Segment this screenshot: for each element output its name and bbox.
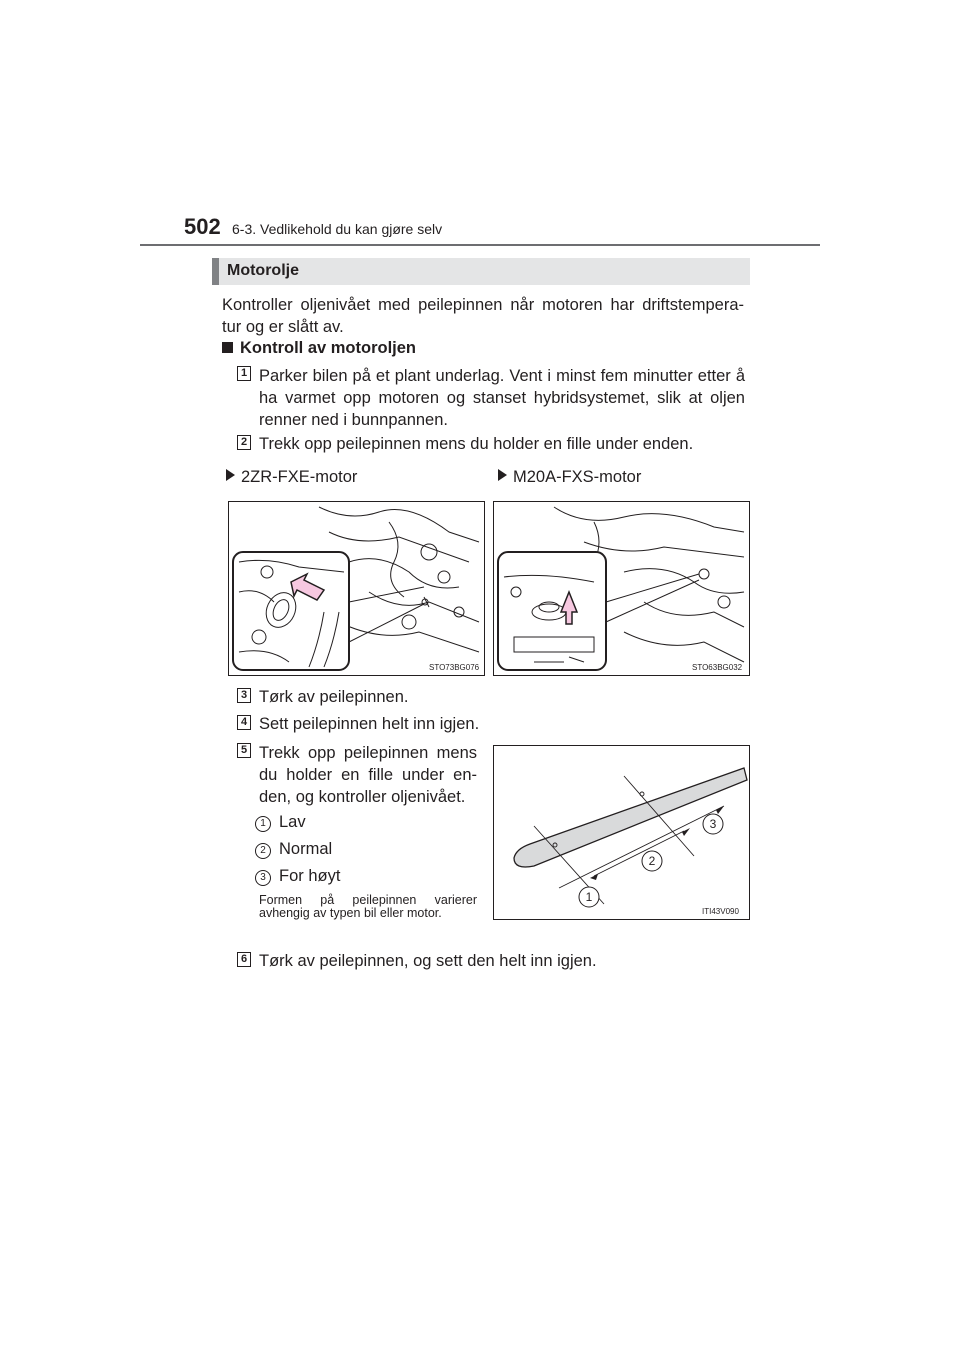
dipstick-illustration [493,745,750,920]
engine-label-right [498,466,641,488]
dipstick-drawing [494,746,749,919]
step-number-6: 6 [237,952,251,967]
engine-photo-m20a [493,501,750,676]
callout-3-icon: 3 [255,870,271,886]
level-item-normal [255,838,332,860]
photo-code-left: STO73BG076 [429,663,480,672]
step-5-text: Trekk opp peilepinnen mens du holder en fille under en- den, og kontroller oljenivået. [259,744,477,806]
dipstick-callout-2: 2 [648,854,656,868]
step-number-4: 4 [237,715,251,730]
chapter-title: 6-3. Vedlikehold du kan gjøre selv [232,221,443,237]
dipstick-callout-3: 3 [709,817,717,831]
section-heading-bar [212,258,750,285]
step-number-5: 5 [237,743,251,758]
callout-1-icon: 1 [255,816,271,832]
step-number-2: 2 [237,435,251,450]
dipstick-code: ITI43V090 [702,907,739,916]
engine-left-label-text: 2ZR-FXE-motor [241,468,358,486]
header-divider [140,244,820,246]
page-number: 502 [184,214,221,239]
step-2-text: Trekk opp peilepinnen mens du holder en fille under enden. [259,435,694,453]
dipstick-callout-1: 1 [585,890,593,904]
subheading [222,339,416,358]
step-6-text: Tørk av peilepinnen, og sett den helt inn igjen. [259,952,597,970]
level-normal-label: Normal [279,840,333,858]
section-title: Motorolje [227,262,299,279]
level-item-high [255,865,340,887]
square-bullet-icon [222,342,233,353]
level-high-label: For høyt [279,867,341,885]
step-number-1: 1 [237,366,251,381]
engine-photo-2zr [228,501,485,676]
level-item-low [255,811,306,833]
dipstick-note: Formen på peilepinnen varierer avhengig av typen bil eller motor. [259,893,477,920]
step-3-text: Tørk av peilepinnen. [259,688,409,706]
step-4-text: Sett peilepinnen helt inn igjen. [259,715,480,733]
intro-text: Kontroller oljenivået med peilepinnen når motoren har driftstempera- tur og er slått av. [222,296,744,336]
step-1-text: Parker bilen på et plant underlag. Vent i minst fem minutter etter å ha varmet opp motoren og stanset hybridsystemet, slik at oljen renner ned i bunnpannen. [259,367,745,429]
engine-illustration-left [229,502,484,675]
level-low-label: Lav [279,813,306,831]
engine-label-left [226,466,357,488]
triangle-bullet-icon [498,469,507,481]
step-number-3: 3 [237,688,251,703]
triangle-bullet-icon [226,469,235,481]
photo-code-right: STO63BG032 [692,663,743,672]
engine-illustration-right [494,502,749,675]
engine-right-label-text: M20A-FXS-motor [513,468,642,486]
callout-2-icon: 2 [255,843,271,859]
subheading-text: Kontroll av motoroljen [240,339,417,357]
